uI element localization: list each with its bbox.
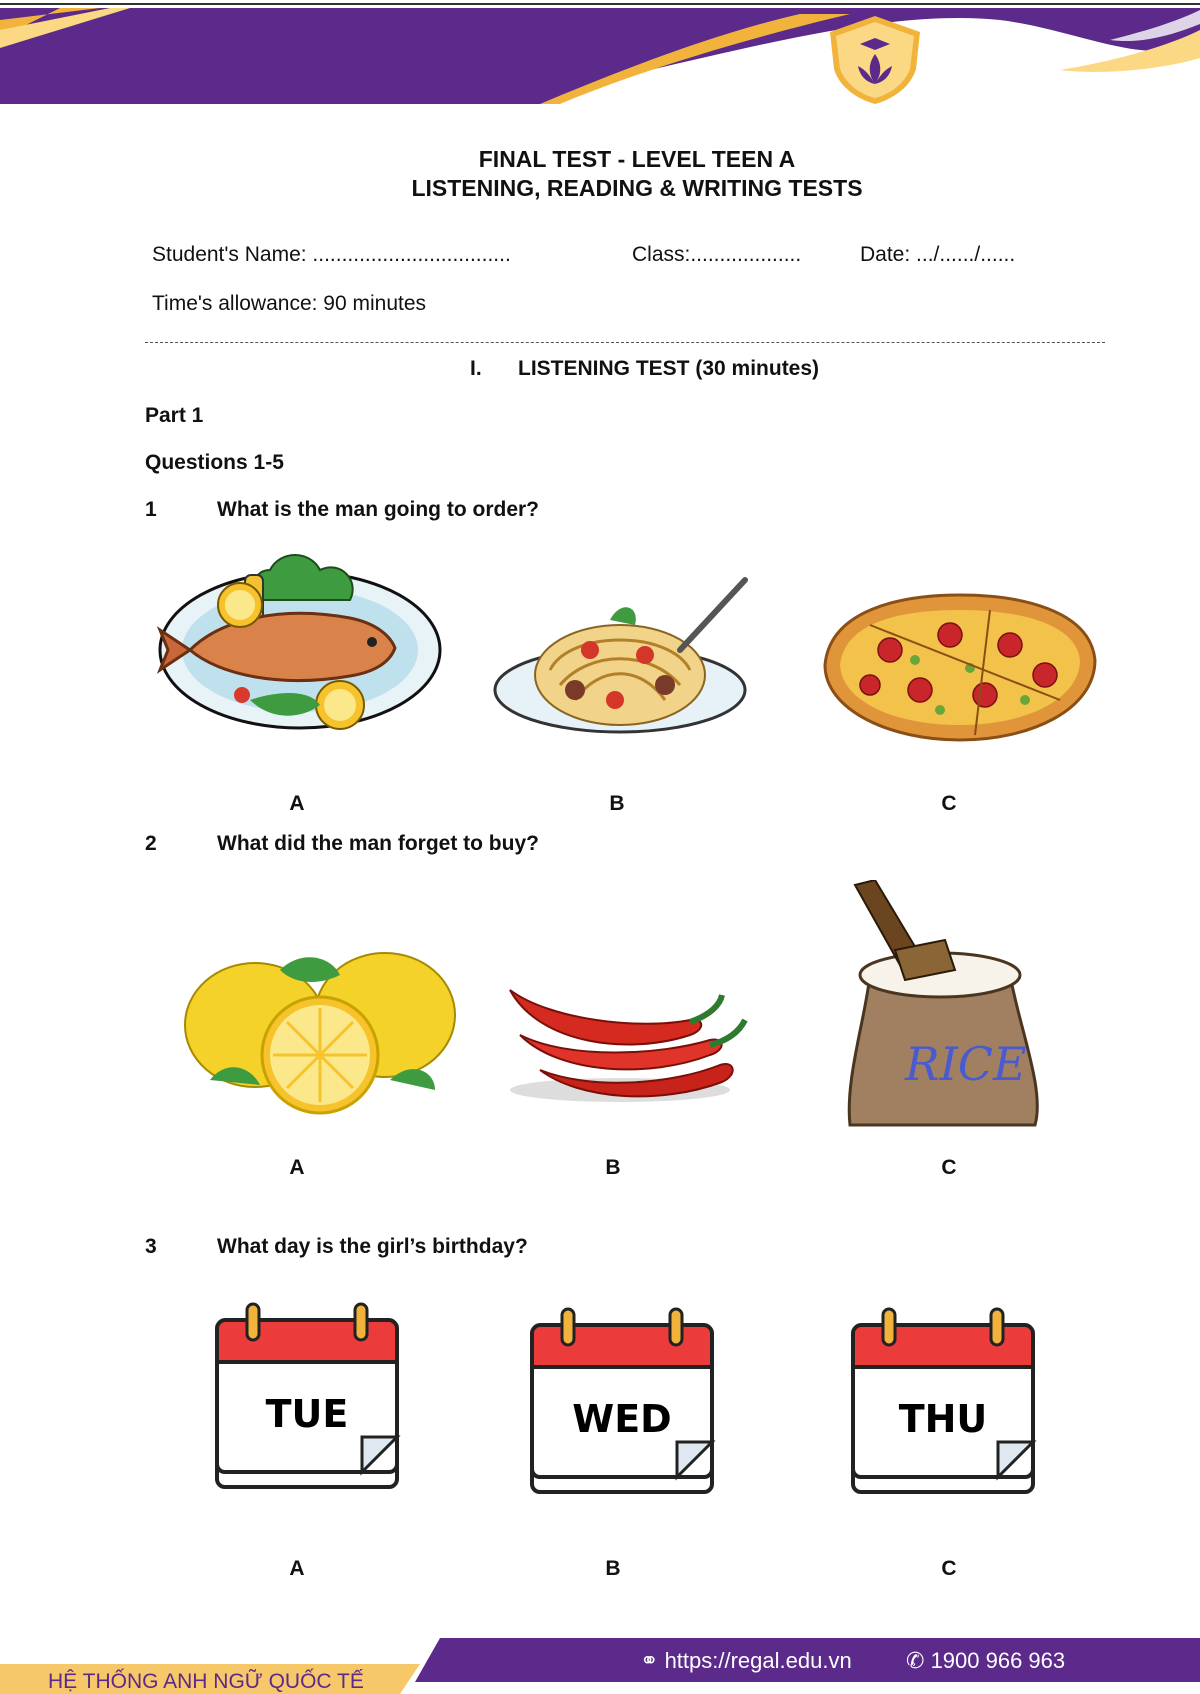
phone-icon: ✆ xyxy=(906,1648,925,1673)
calendar-wed-icon[interactable] xyxy=(527,1307,717,1502)
question-1-text: What is the man going to order? xyxy=(217,498,539,521)
section-title: LISTENING TEST (30 minutes) xyxy=(518,357,820,380)
student-name-field[interactable]: Student's Name: .................................. xyxy=(152,243,511,266)
q1-option-b[interactable]: B xyxy=(609,792,625,815)
question-2-number: 2 xyxy=(145,832,157,855)
calendar-tue-icon[interactable] xyxy=(212,1302,402,1497)
calendar-thu-icon[interactable] xyxy=(848,1307,1038,1502)
class-field[interactable]: Class:................... xyxy=(632,243,802,266)
website-link[interactable]: ⚭ https://regal.edu.vn xyxy=(640,1648,852,1673)
time-allowance: Time's allowance: 90 minutes xyxy=(152,292,427,315)
question-3-text: What day is the girl’s birthday? xyxy=(217,1235,528,1258)
q3-option-b[interactable]: B xyxy=(605,1557,621,1580)
q3-option-c[interactable]: C xyxy=(941,1557,957,1580)
rice-sack-icon[interactable] xyxy=(835,880,1055,1135)
rice-sack-label: RICE xyxy=(905,1037,1027,1091)
calendar-thu-label: THU xyxy=(898,1397,988,1441)
q1-option-a[interactable]: A xyxy=(289,792,305,815)
spaghetti-icon[interactable] xyxy=(480,560,780,770)
calendar-wed-label: WED xyxy=(572,1397,672,1441)
calendar-tue-label: TUE xyxy=(265,1392,349,1436)
lemons-icon[interactable] xyxy=(170,930,470,1140)
q2-option-a[interactable]: A xyxy=(289,1156,305,1179)
q1-option-c[interactable]: C xyxy=(941,792,957,815)
lotus-graduation-cap-icon xyxy=(820,14,930,104)
section-divider xyxy=(145,342,1105,343)
questions-range: Questions 1-5 xyxy=(145,451,284,474)
header-banner xyxy=(0,0,1200,110)
date-field[interactable]: Date: .../....../...... xyxy=(860,243,1016,266)
question-1-number: 1 xyxy=(145,498,157,521)
phone-contact[interactable]: ✆ 1900 966 963 xyxy=(906,1648,1066,1673)
fish-plate-icon[interactable] xyxy=(150,540,450,750)
footer-tagline: HỆ THỐNG ANH NGỮ QUỐC TẾ xyxy=(48,1670,364,1693)
globe-icon: ⚭ xyxy=(640,1648,659,1673)
page-title: FINAL TEST - LEVEL TEEN A xyxy=(478,146,796,172)
q2-option-c[interactable]: C xyxy=(941,1156,957,1179)
question-3-number: 3 xyxy=(145,1235,157,1258)
chili-peppers-icon[interactable] xyxy=(490,960,790,1170)
part-label: Part 1 xyxy=(145,404,204,427)
question-2-text: What did the man forget to buy? xyxy=(217,832,539,855)
section-number: I. xyxy=(470,357,482,380)
page-subtitle: LISTENING, READING & WRITING TESTS xyxy=(411,175,863,201)
pizza-icon[interactable] xyxy=(810,570,1110,780)
q2-option-b[interactable]: B xyxy=(605,1156,621,1179)
q3-option-a[interactable]: A xyxy=(289,1557,305,1580)
